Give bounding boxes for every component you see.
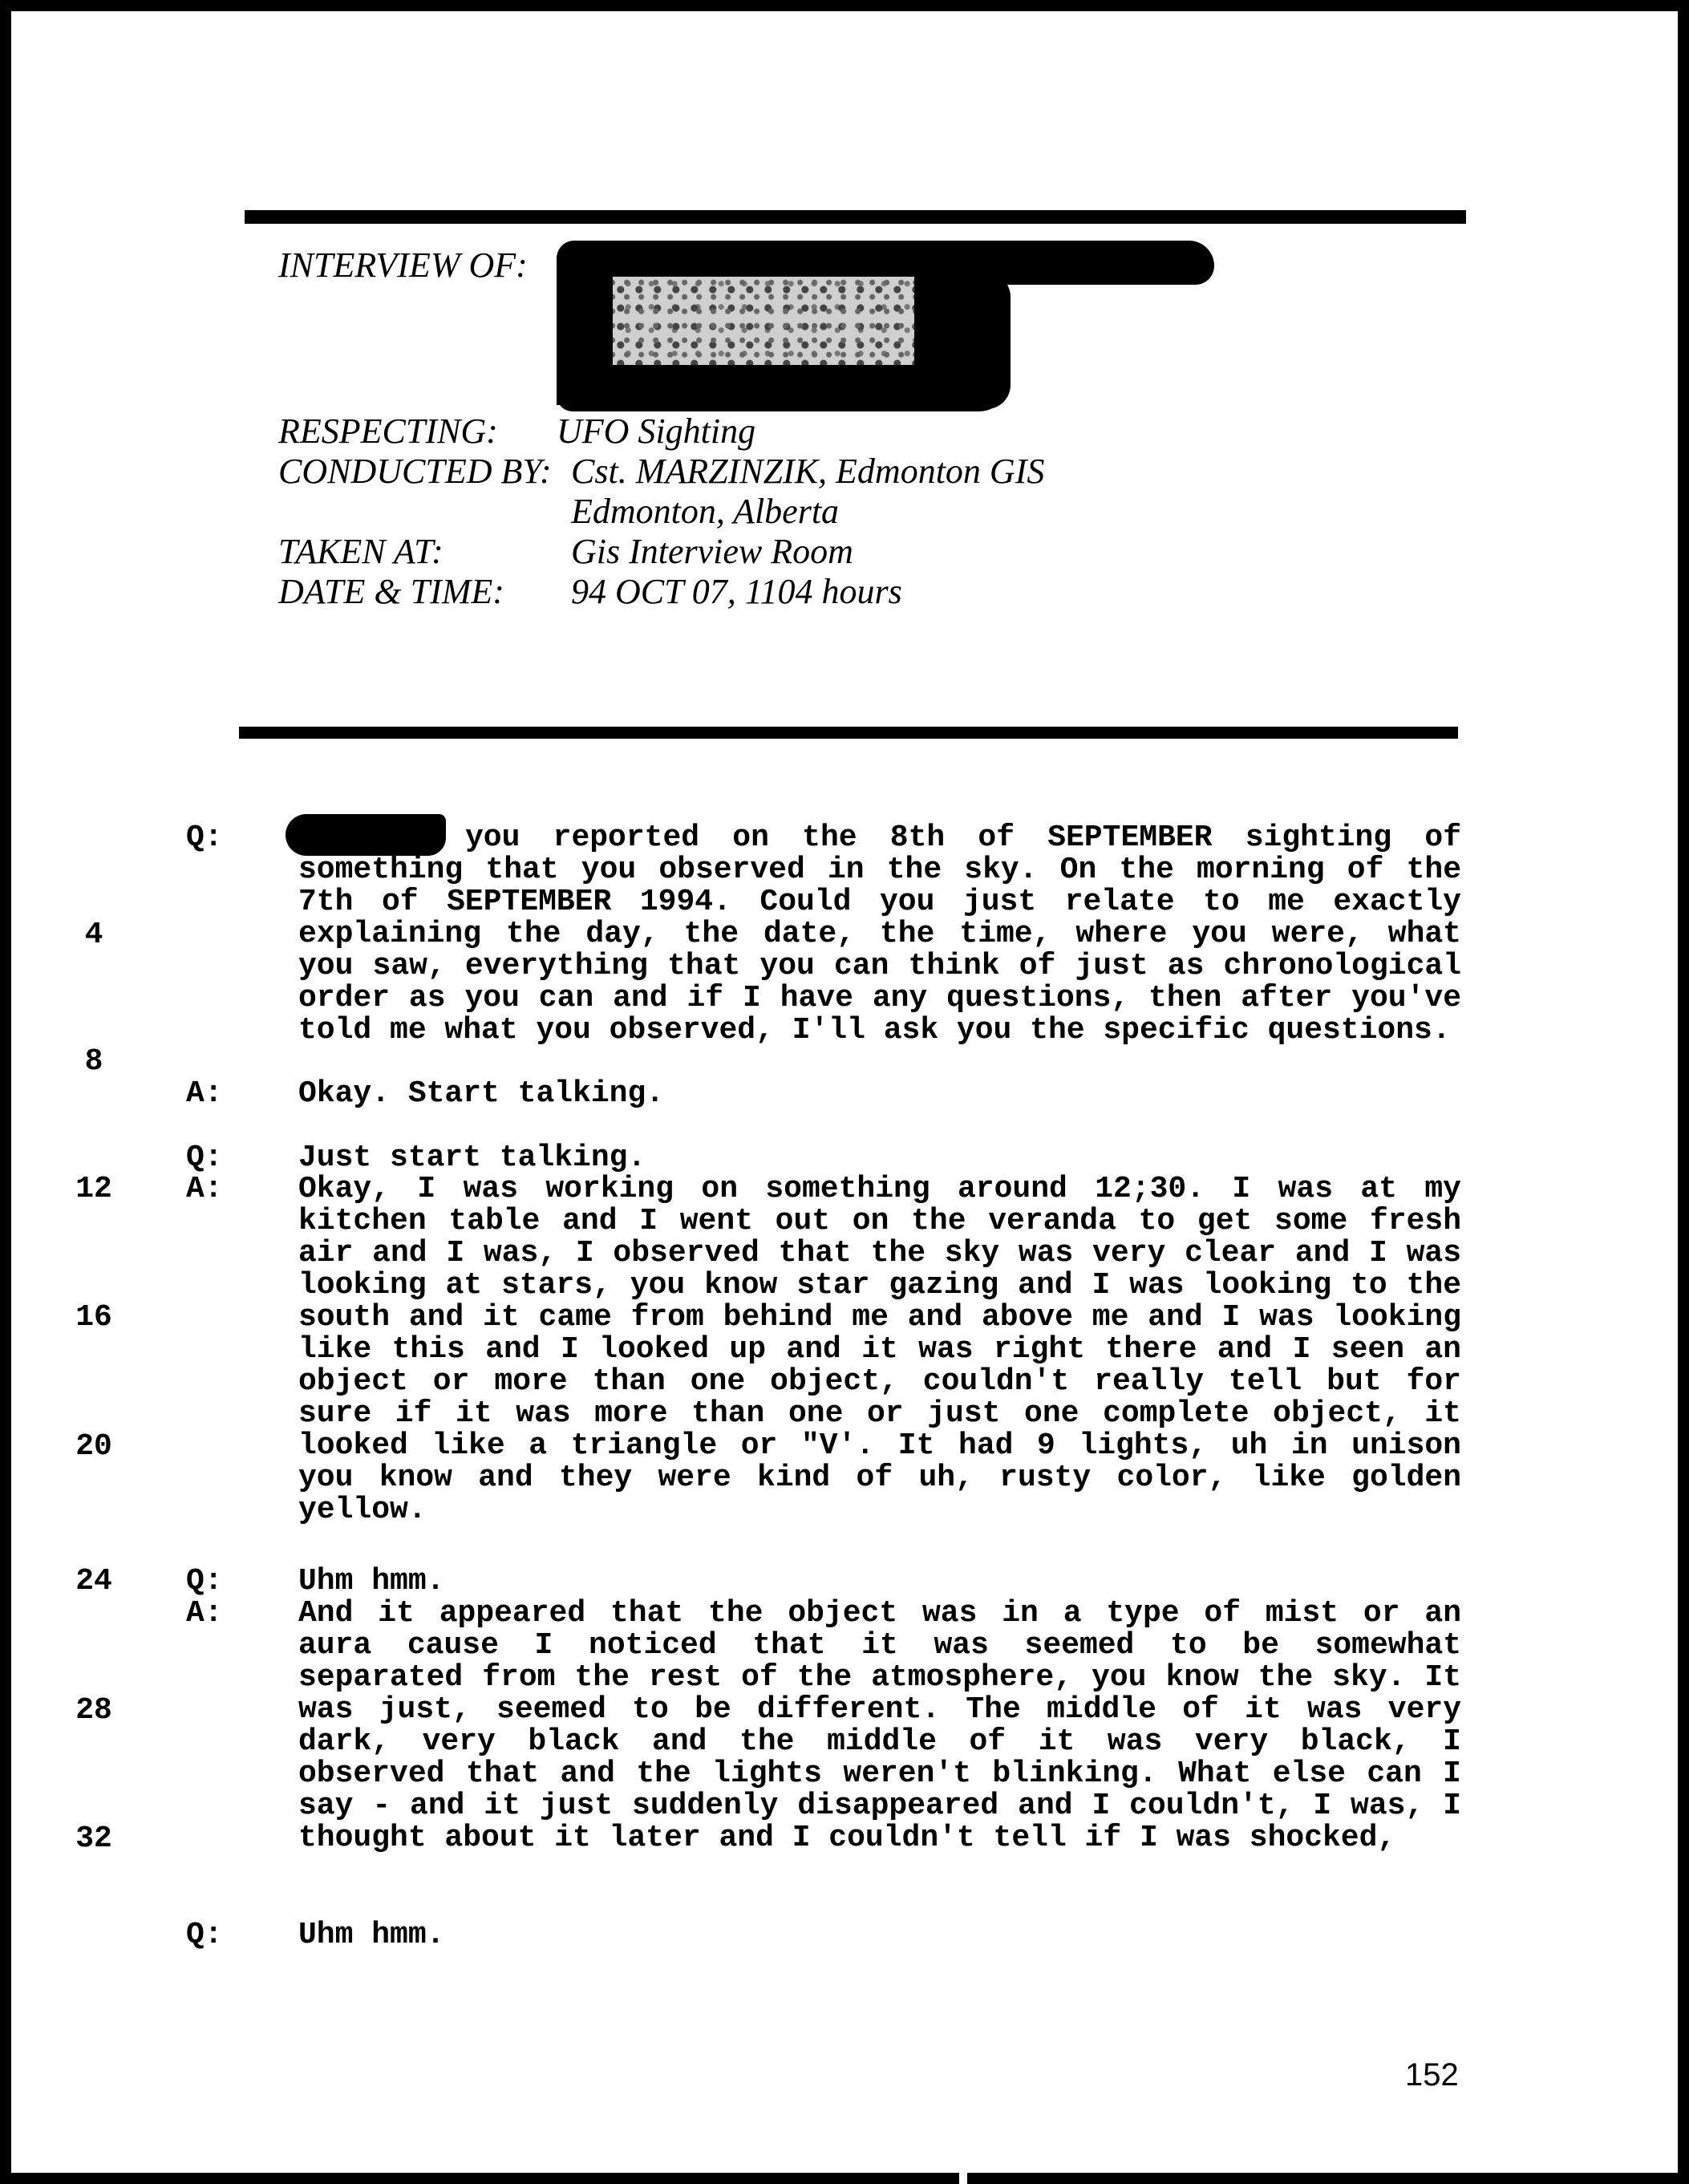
answer-text: Okay, I was working on something around 12;30. I was at my kitchen table and I went out on the veranda to get some fresh air and I was, I observed that the sky was very clear and I was looking at stars, you know star gazing and I was looking to the south and it came from behind me and above me and I was looking like this and I looked up and it was right there and I seen an object or more than one object, couldn't really tell but for sure if it was more than one or just one complete object, it looked like a triangle or "V'. It had 9 lights, uh in unison you know and they were kind of uh, rusty color, like golden yellow. <box>298 1172 1461 1527</box>
speaker-a: A: <box>186 1596 223 1631</box>
question-text: Uhm hmm. <box>298 1564 445 1598</box>
conducted-by-label: CONDUCTED BY: <box>278 452 552 491</box>
line-number: 4 <box>84 918 103 952</box>
header-top-rule <box>245 210 1466 224</box>
line-number: 8 <box>84 1044 103 1079</box>
header-bottom-rule <box>239 727 1458 739</box>
line-number: 20 <box>75 1429 112 1464</box>
date-time-value: 94 OCT 07, 1104 hours <box>571 572 902 611</box>
speaker-a: A: <box>186 1076 223 1111</box>
speaker-q: Q: <box>186 1564 223 1598</box>
speaker-q: Q: <box>186 821 223 855</box>
respecting-value: UFO Sighting <box>557 411 756 451</box>
question-text: Just start talking. <box>298 1141 646 1175</box>
conducted-by-location: Edmonton, Alberta <box>571 492 840 531</box>
border-notch <box>959 2158 967 2184</box>
question-text: you reported on the 8th of SEPTEMBER sighting of something that you observed in the sky. On the morning of the 7th of SEPTEMBER 1994. Could you just relate to me exactly explaining the day, the date, the time, where you were, what you saw, everything that you can think of just as chronological order as you can and if I have any questions, then after you've told me what you observed, I'll ask you the specific questions. <box>298 821 1461 1047</box>
line-number: 32 <box>75 1821 112 1856</box>
line-number: 16 <box>75 1300 112 1335</box>
speaker-q: Q: <box>186 1141 223 1175</box>
speaker-a: A: <box>186 1172 223 1206</box>
taken-at-label: TAKEN AT: <box>278 532 444 571</box>
line-number: 12 <box>75 1172 112 1206</box>
line-number: 24 <box>75 1564 112 1598</box>
redaction-speckle <box>610 277 918 369</box>
taken-at-value: Gis Interview Room <box>571 532 853 571</box>
date-time-label: DATE & TIME: <box>278 572 504 611</box>
speaker-q: Q: <box>186 1918 223 1952</box>
interview-of-label: INTERVIEW OF: <box>278 245 528 285</box>
question-text: Uhm hmm. <box>298 1918 445 1952</box>
respecting-label: RESPECTING: <box>278 411 498 451</box>
answer-text: Okay. Start talking. <box>298 1076 665 1111</box>
line-number: 28 <box>75 1693 112 1728</box>
answer-text: And it appeared that the object was in a type of mist or an aura cause I noticed that it was seemed to be somewhat separated from the rest of the atmosphere, you know the sky. It was just, seemed to be different. The middle of it was very dark, very black and the middle of it was very black, I observed that and the lights weren't blinking. What else can I say - and it just suddenly disappeared and I couldn't, I was, I thought about it later and I couldn't tell if I was shocked, <box>298 1596 1461 1855</box>
redaction-block <box>557 365 1011 411</box>
page-number: 152 <box>1405 2057 1459 2093</box>
conducted-by-value: Cst. MARZINZIK, Edmonton GIS <box>571 452 1045 491</box>
